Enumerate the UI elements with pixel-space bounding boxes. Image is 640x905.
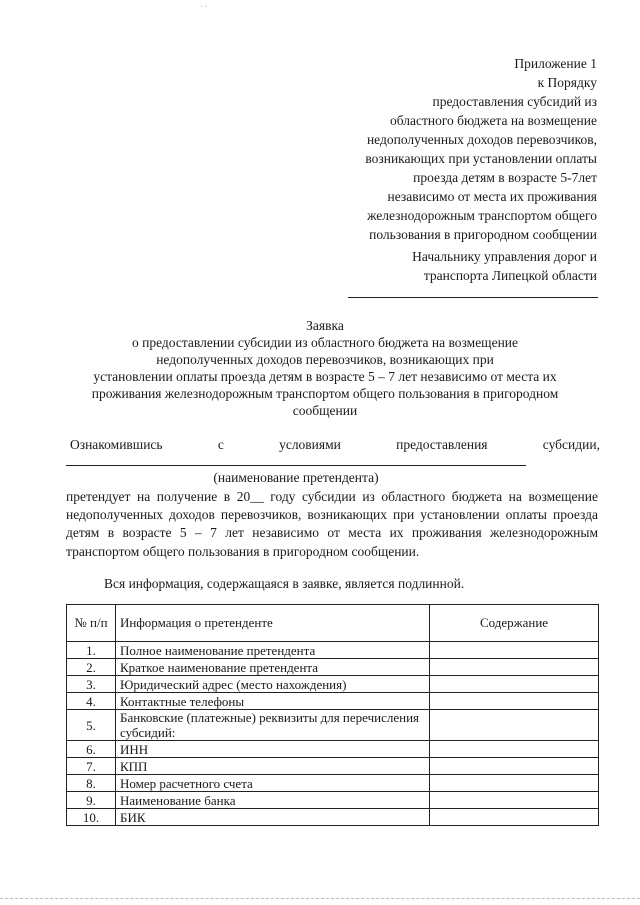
header-number: № п/п	[67, 605, 116, 642]
row-info: Контактные телефоны	[116, 693, 430, 710]
row-info: Юридический адрес (место нахождения)	[116, 676, 430, 693]
appendix-line: недополученных доходов перевозчиков,	[366, 132, 597, 147]
table-row	[67, 710, 599, 741]
appendix-line: возникающих при установлении оплаты	[365, 151, 597, 166]
header-info: Информация о претенденте	[116, 605, 430, 642]
row-info: БИК	[116, 809, 430, 826]
intro-word: Ознакомившись	[70, 437, 163, 452]
row-number: 8.	[67, 775, 116, 792]
table-row	[67, 741, 599, 758]
row-info: Краткое наименование претендента	[116, 659, 430, 676]
table-row	[67, 693, 599, 710]
addressee-line: транспорта Липецкой области	[423, 268, 597, 283]
table-row	[67, 775, 599, 792]
applicant-name-blank	[66, 465, 526, 466]
body-paragraph: претендует на получение в 20__ году субсидии из областного бюджета на возмещение недополученных доходов перевозчиков, возникающих при установлении оплаты проезда детям в возрасте 5 – 7 лет независимо от места их проживания железнодорожным транспортом общего пользования в пригородном сообщении.	[66, 489, 598, 559]
addressee-block	[297, 247, 597, 285]
table-row	[67, 792, 599, 809]
appendix-line: предоставления субсидий из	[432, 94, 597, 109]
appendix-line: к Порядку	[537, 75, 597, 90]
row-number: 10.	[67, 809, 116, 826]
intro-word: условиями	[279, 437, 341, 452]
title-heading: Заявка	[306, 318, 344, 333]
addressee-blank-line	[348, 297, 598, 298]
row-content-cell	[430, 659, 599, 676]
title-line: проживания железнодорожным транспортом общего пользования в пригородном	[91, 386, 559, 401]
appendix-line: проезда детям в возрасте 5-7лет	[413, 170, 597, 185]
table-row	[67, 758, 599, 775]
appendix-line: Приложение 1	[514, 56, 597, 71]
document-title	[55, 317, 595, 419]
row-info: КПП	[116, 758, 430, 775]
appendix-line: областного бюджета на возмещение	[389, 113, 597, 128]
row-info: Номер расчетного счета	[116, 775, 430, 792]
intro-word: предоставления	[396, 437, 488, 452]
appendix-line: независимо от места их проживания	[387, 189, 597, 204]
title-line: установлении оплаты проезда детям в возрасте 5 – 7 лет независимо от места их	[93, 369, 557, 384]
row-info: Банковские (платежные) реквизиты для перечисления субсидий:	[116, 710, 430, 741]
row-content-cell	[430, 792, 599, 809]
row-number: 7.	[67, 758, 116, 775]
table-row	[67, 676, 599, 693]
row-content-cell	[430, 758, 599, 775]
appendix-line: железнодорожным транспортом общего	[367, 208, 597, 223]
row-number: 4.	[67, 693, 116, 710]
row-number: 5.	[67, 710, 116, 741]
row-content-cell	[430, 741, 599, 758]
table-row	[67, 642, 599, 659]
scan-edge	[0, 898, 640, 899]
table-header-row	[67, 605, 599, 642]
header-content: Содержание	[430, 605, 599, 642]
row-number: 1.	[67, 642, 116, 659]
row-content-cell	[430, 642, 599, 659]
table-row	[67, 809, 599, 826]
title-line: недополученных доходов перевозчиков, возникающих при	[156, 352, 494, 367]
title-line: о предоставлении субсидии из областного бюджета на возмещение	[131, 335, 519, 350]
intro-line	[70, 437, 600, 453]
intro-word: с	[217, 437, 224, 452]
title-line: сообщении	[292, 403, 358, 418]
row-content-cell	[430, 809, 599, 826]
row-number: 6.	[67, 741, 116, 758]
table-row	[67, 659, 599, 676]
authenticity-statement: Вся информация, содержащаяся в заявке, является подлинной.	[104, 576, 465, 591]
appendix-header	[297, 54, 597, 244]
row-number: 3.	[67, 676, 116, 693]
row-info: Наименование банка	[116, 792, 430, 809]
row-info: ИНН	[116, 741, 430, 758]
row-content-cell	[430, 676, 599, 693]
appendix-line: пользования в пригородном сообщении	[369, 227, 597, 242]
scan-artifact: · ·	[200, 2, 208, 11]
row-number: 9.	[67, 792, 116, 809]
addressee-line: Начальнику управления дорог и	[412, 249, 597, 264]
applicant-name-caption: (наименование претендента)	[213, 470, 379, 485]
applicant-info-table	[66, 604, 599, 826]
row-content-cell	[430, 693, 599, 710]
row-info: Полное наименование претендента	[116, 642, 430, 659]
row-number: 2.	[67, 659, 116, 676]
intro-word: субсидии,	[542, 437, 600, 452]
row-content-cell	[430, 775, 599, 792]
row-content-cell	[430, 710, 599, 741]
